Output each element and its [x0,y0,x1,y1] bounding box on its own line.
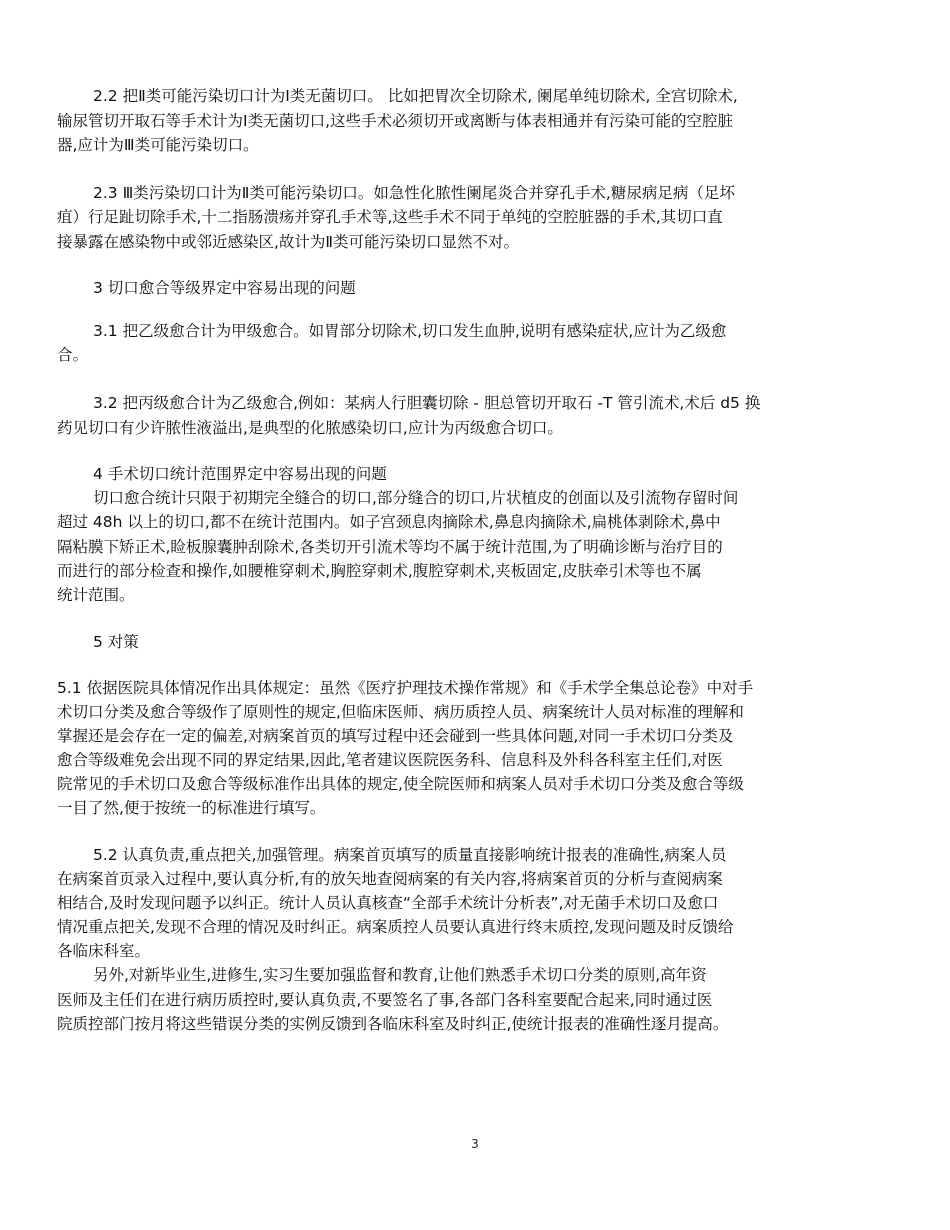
paragraph-4-line-2: 超过 48h 以上的切口,都不在统计范围内。如子宫颈息肉摘除术,鼻息肉摘除术,扁桃体剥除术,鼻中 [57,513,721,531]
paragraph-5-1-line-6: 一目了然,便于按统一的标准进行填写。 [57,799,326,817]
paragraph-2-2-line-1: 2.2 把Ⅱ类可能污染切口计为Ⅰ类无菌切口。 比如把胃次全切除术, 阑尾单纯切除术, 全宫切除术, [93,87,738,105]
paragraph-4-line-5: 统计范围。 [57,586,135,604]
paragraph-2-3-line-1: 2.3 Ⅲ类污染切口计为Ⅱ类可能污染切口。如急性化脓性阑尾炎合并穿孔手术,糖尿病足病（足坏 [93,184,735,202]
paragraph-2-2-line-3: 器,应计为Ⅲ类可能污染切口。 [57,136,259,154]
paragraph-5-1-line-5: 院常见的手术切口及愈合等级标准作出具体的规定,使全院医师和病案人员对手术切口分类及愈合等级 [57,775,744,793]
paragraph-4-line-4: 而进行的部分检查和操作,如腰椎穿刺术,胸腔穿刺术,腹腔穿刺术,夹板固定,皮肤牵引术等也不属 [57,562,702,580]
section-5-heading: 5 对策 [93,633,139,651]
paragraph-5-1-line-4: 愈合等级难免会出现不同的界定结果,因此,笔者建议医院医务科、信息科及外科各科室主任们,对医 [57,751,723,769]
section-3-heading: 3 切口愈合等级界定中容易出现的问题 [93,279,356,297]
paragraph-5-1-line-1: 5.1 依据医院具体情况作出具体规定：虽然《医疗护理技术操作常规》和《手术学全集总论卷》中对手 [57,679,754,697]
paragraph-additional-line-2: 医师及主任们在进行病历质控时,要认真负责,不要签名了事,各部门各科室要配合起来,同时通过医 [57,991,713,1009]
paragraph-5-1-line-2: 术切口分类及愈合等级作了原则性的规定,但临床医师、病历质控人员、病案统计人员对标准的理解和 [57,703,744,721]
paragraph-3-1-line-1: 3.1 把乙级愈合计为甲级愈合。如胃部分切除术,切口发生血肿,说明有感染症状,应计为乙级愈 [93,322,727,340]
paragraph-2-3-line-2: 疽）行足趾切除手术,十二指肠溃疡并穿孔手术等,这些手术不同于单纯的空腔脏器的手术,其切口直 [57,208,723,226]
paragraph-2-2-line-2: 输尿管切开取石等手术计为Ⅰ类无菌切口,这些手术必须切开或离断与体表相通并有污染可能的空腔脏 [57,112,734,130]
paragraph-5-2-line-4: 情况重点把关,发现不合理的情况及时纠正。病案质控人员要认真进行终末质控,发现问题及时反馈给 [57,918,734,936]
paragraph-3-2-line-1: 3.2 把丙级愈合计为乙级愈合,例如：某病人行胆囊切除 - 胆总管切开取石 -T 管引流术,术后 d5 换 [93,394,761,412]
paragraph-2-3-line-3: 接暴露在感染物中或邻近感染区,故计为Ⅱ类可能污染切口显然不对。 [57,233,520,251]
paragraph-5-2-line-1: 5.2 认真负责,重点把关,加强管理。病案首页填写的质量直接影响统计报表的准确性,病案人员 [93,846,727,864]
paragraph-5-1-line-3: 掌握还是会存在一定的偏差,对病案首页的填写过程中还会碰到一些具体问题,对同一手术切口分类及 [57,727,734,745]
paragraph-additional-line-1: 另外,对新毕业生,进修生,实习生要加强监督和教育,让他们熟悉手术切口分类的原则,高年资 [93,966,707,984]
paragraph-5-2-line-2: 在病案首页录入过程中,要认真分析,有的放矢地查阅病案的有关内容,将病案首页的分析与查阅病案 [57,870,723,888]
paragraph-additional-line-3: 院质控部门按月将这些错误分类的实例反馈到各临床科室及时纠正,使统计报表的准确性逐月提高。 [57,1015,729,1033]
section-4-heading: 4 手术切口统计范围界定中容易出现的问题 [93,465,387,483]
paragraph-4-line-1: 切口愈合统计只限于初期完全缝合的切口,部分缝合的切口,片状植皮的创面以及引流物存留时间 [93,489,739,507]
page-number: 3 [471,1137,479,1151]
paragraph-3-1-line-2: 合。 [57,346,89,364]
paragraph-3-2-line-2: 药见切口有少许脓性液溢出,是典型的化脓感染切口,应计为丙级愈合切口。 [57,419,563,437]
paragraph-5-2-line-5: 各临床科室。 [57,942,151,960]
paragraph-4-line-3: 隔粘膜下矫正术,睑板腺囊肿刮除术,各类切开引流术等均不属于统计范围,为了明确诊断与治疗目的 [57,538,723,556]
paragraph-5-2-line-3: 相结合,及时发现问题予以纠正。统计人员认真核查“全部手术统计分析表”,对无菌手术切口及愈口 [57,894,719,912]
